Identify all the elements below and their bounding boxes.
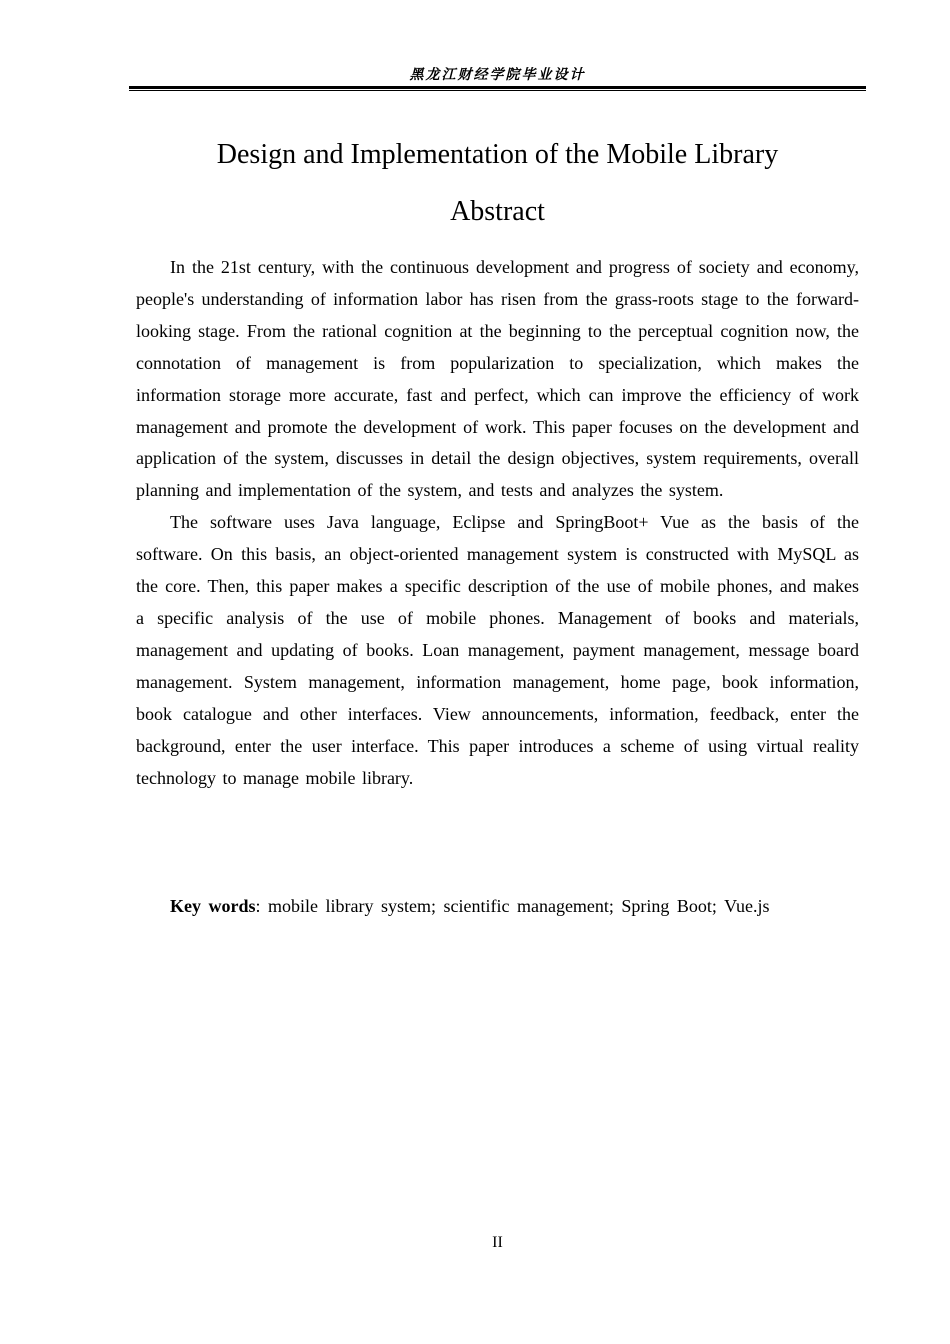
keywords-label: Key words — [170, 896, 256, 916]
keywords-separator: : — [255, 896, 261, 916]
abstract-heading: Abstract — [450, 196, 545, 227]
abstract-body — [136, 252, 859, 794]
document-title: Design and Implementation of the Mobile Library — [216, 139, 779, 170]
page-header — [129, 66, 866, 91]
page-number: II — [492, 1234, 503, 1251]
header-rule — [129, 86, 866, 91]
abstract-paragraph-1: In the 21st century, with the continuous development and progress of society and economy, people's understanding of information labor has risen from the grass-roots stage to the forward-looking stage. From the rational cognition at the beginning to the perceptual cognition now, the connotation of management is from popularization to specialization, which makes the information storage more accurate, fast and perfect, which can improve the efficiency of work management and promote the development of work. This paper focuses on the development and application of the system, discusses in detail the design objectives, system requirements, overall planning and implementation of the system, and tests and analyzes the system. — [136, 257, 859, 501]
keywords-text: mobile library system; scientific management; Spring Boot; Vue.js — [268, 896, 770, 916]
abstract-paragraph-2: The software uses Java language, Eclipse and SpringBoot+ Vue as the basis of the software. On this basis, an object-oriented management system is constructed with MySQL as the core. Then, this paper makes a specific description of the use of mobile phones, and makes a specific analysis of the use of mobile phones. Management of books and materials, management and updating of books. Loan management, payment management, message board management. System management, information management, home page, book information, book catalogue and other interfaces. View announcements, information, feedback, enter the background, enter the user interface. This paper introduces a scheme of using virtual reality technology to manage mobile library. — [136, 512, 859, 788]
keywords-line — [170, 891, 870, 922]
header-institution: 黑龙江财经学院毕业设计 — [409, 68, 586, 83]
